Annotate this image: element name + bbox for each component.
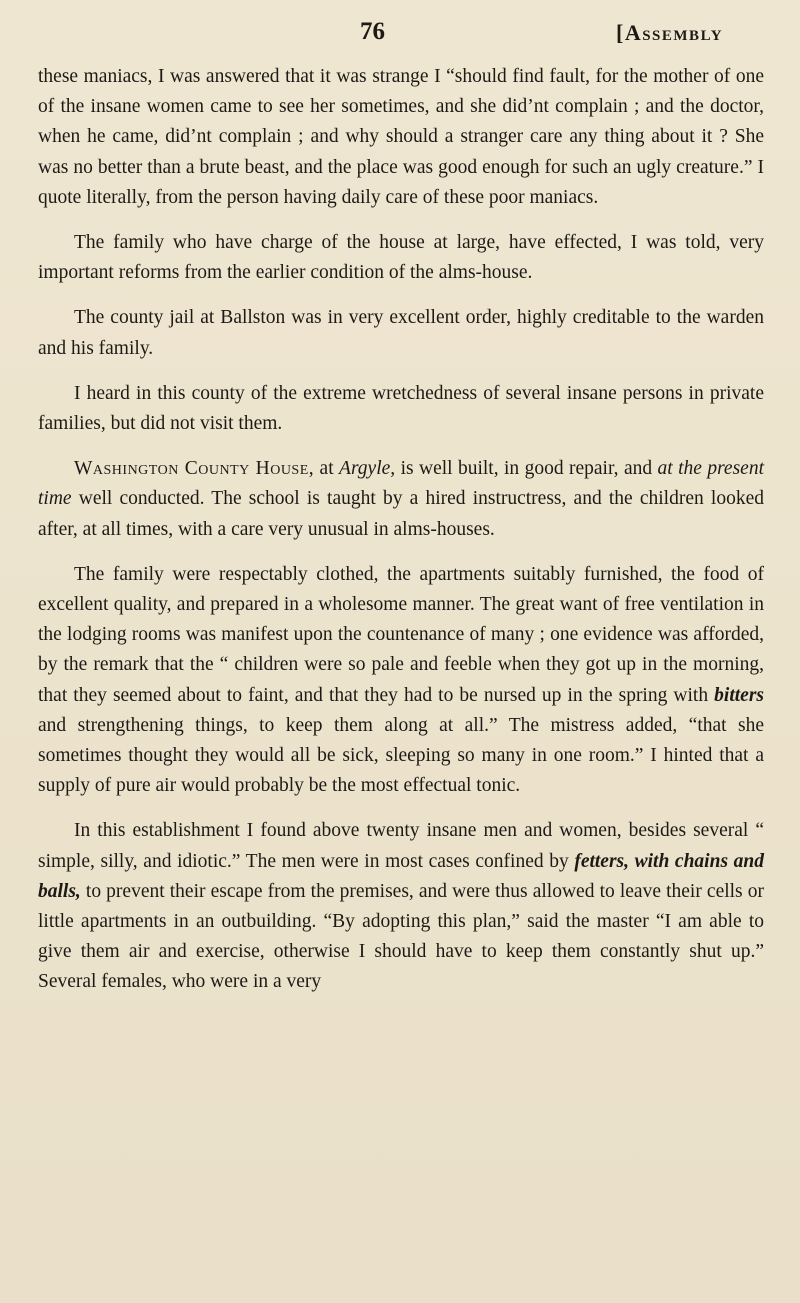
paragraph-4: [38, 379, 764, 439]
paragraph-7-italic-1: fetters, with chains and balls,: [38, 850, 764, 902]
running-head: [Assembly: [616, 20, 724, 45]
paragraph-5-text-2: is well built, in good repair, and: [395, 458, 658, 480]
paragraph-7: [38, 816, 764, 997]
paragraph-1: [38, 62, 764, 213]
paragraph-3: [38, 303, 764, 363]
paragraph-6-italic-1: bitters: [714, 684, 764, 706]
body-text: [38, 62, 764, 1013]
page-number: 76: [360, 18, 385, 45]
paragraph-7-text-1: In this establishment I found above twenty insane men and women, besides several “ simple, silly, and idiotic.” The men were in most cases confined by: [38, 820, 764, 872]
paragraph-5-text-3: well conducted. The school is taught by a hired instructress, and the children looked after, at all times, with a care very unusual in alms-houses.: [38, 488, 764, 540]
paragraph-7-text-2: to prevent their escape from the premises, and were thus allowed to leave their cells or little apartments in an outbuilding. “By adopting this plan,” said the master “I am able to give them air and exercise, otherwise I should have to keep them constantly shut up.” Several females, who were in a very: [38, 880, 764, 993]
paragraph-1-text: these maniacs, I was answered that it was strange I “should find fault, for the mother of one of the insane women came to see her sometimes, and she did’nt complain ; and the doctor, when he came, did’nt complain ; and why should a stranger care any thing about it ? She was no better than a brute beast, and the place was good enough for such an ugly creature.” I quote literally, from the person having daily care of these poor maniacs.: [38, 66, 764, 208]
section-heading: Washington County House,: [74, 458, 315, 480]
paragraph-5-text-1: at: [314, 458, 340, 480]
paragraph-6: [38, 560, 764, 802]
paragraph-4-text: I heard in this county of the extreme wretchedness of several insane persons in private families, but did not visit them.: [38, 382, 764, 435]
paragraph-6-text-1: The family were respectably clothed, the apartments suitably furnished, the food of excellent quality, and prepared in a wholesome manner. The great want of free ventilation in the lodging rooms was manifest upon the countenance of many ; one evidence was afforded, by the remark that the “ children were so pale and feeble when they got up in the morning, that they seemed about to faint, and that they had to be nursed up in the spring with: [38, 563, 764, 706]
page-header: [0, 18, 800, 54]
paragraph-5: [38, 454, 764, 545]
paragraph-5-italic-1: Argyle,: [339, 458, 396, 480]
paragraph-3-text: The county jail at Ballston was in very excellent order, highly creditable to the warden and his family.: [38, 307, 764, 359]
paragraph-2: [38, 228, 764, 288]
paragraph-5-italic-2: at the present time: [38, 458, 764, 510]
paragraph-6-text-2: and strengthening things, to keep them along at all.” The mistress added, “that she sometimes thought they would all be sick, sleeping so many in one room.” I hinted that a supply of pure air would probably be the most effectual tonic.: [38, 714, 764, 797]
paragraph-2-text: The family who have charge of the house at large, have effected, I was told, very important reforms from the earlier condition of the alms-house.: [38, 232, 764, 284]
